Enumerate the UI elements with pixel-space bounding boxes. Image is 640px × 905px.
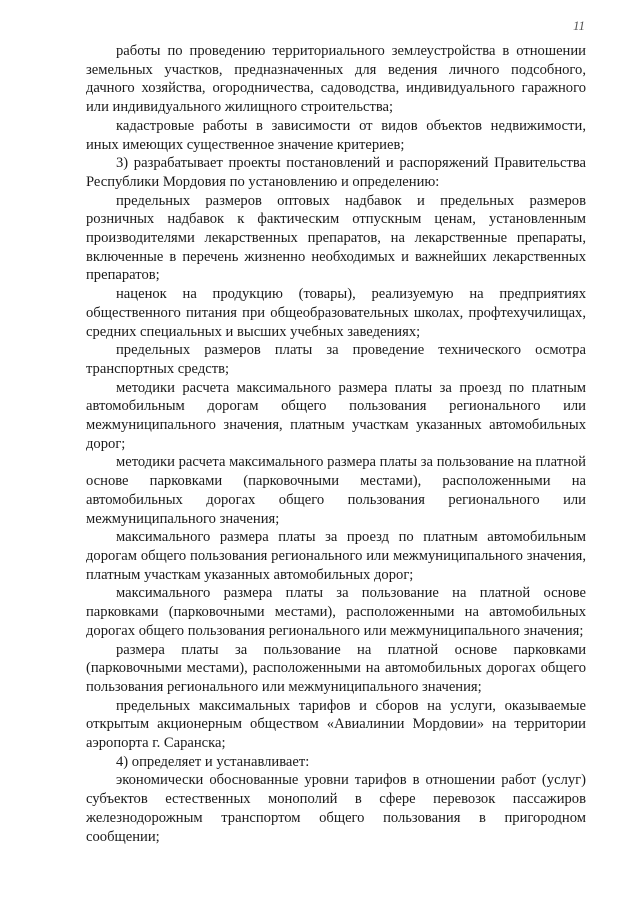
- paragraph: экономически обоснованные уровни тарифов в отношении работ (услуг) субъектов естественных монополий в сфере перевозок пассажиров железнодорожным транспортом общего пользования в пригородном сообщении;: [86, 772, 586, 845]
- paragraph: максимального размера платы за пользование на платной основе парковками (парковочными местами), расположенными на автомобильных дорогах общего пользования регионального или межмуниципального значения;: [86, 585, 586, 639]
- paragraph: наценок на продукцию (товары), реализуемую на предприятиях общественного питания при общеобразовательных школах, профтехучилищах, средних специальных и высших учебных заведениях;: [86, 286, 586, 340]
- paragraph: 4) определяет и устанавливает:: [116, 753, 310, 770]
- paragraph: предельных размеров оптовых надбавок и предельных размеров розничных надбавок к фактическим отпускным ценам, установленным производителями лекарственных препаратов, на лекарственные препараты, включенные в перечень жизненно необходимых и важнейших лекарственных препаратов;: [86, 192, 586, 284]
- paragraph: кадастровые работы в зависимости от видов объектов недвижимости, иных имеющих существенное значение критериев;: [86, 117, 586, 153]
- paragraph: предельных максимальных тарифов и сборов на услуги, оказываемые открытым акционерным обществом «Авиалинии Мордовии» на территории аэропорта г. Саранска;: [86, 697, 586, 752]
- paragraph: методики расчета максимального размера платы за пользование на платной основе парковками (парковочными местами), расположенными на автомобильных дорогах общего пользования регионального или межмуниципального значения;: [86, 454, 586, 527]
- paragraph: максимального размера платы за проезд по платным автомобильным дорогам общего пользования регионального или межмуниципального значения, платным участкам указанных автомобильных дорог;: [86, 529, 586, 583]
- document-body: [86, 42, 586, 846]
- paragraph: предельных размеров платы за проведение технического осмотра транспортных средств;: [86, 342, 586, 377]
- paragraph: 3) разрабатывает проекты постановлений и распоряжений Правительства Республики Мордовия по установлению и определению:: [86, 155, 586, 190]
- paragraph: работы по проведению территориального землеустройства в отношении земельных участков, предназначенных для ведения личного подсобного, дачного хозяйства, огородничества, садоводства, индивидуального гаражного или индивидуального жилищного строительства;: [86, 43, 586, 116]
- paragraph: размера платы за пользование на платной основе парковками (парковочными местами), расположенными на автомобильных дорогах общего пользования регионального или межмуниципального значения;: [86, 641, 586, 695]
- page-number: 11: [573, 18, 586, 33]
- paragraph: методики расчета максимального размера платы за проезд по платным автомобильным дорогам общего пользования регионального или межмуниципального значения, платным участкам указанных автомобильных дорог;: [86, 379, 586, 452]
